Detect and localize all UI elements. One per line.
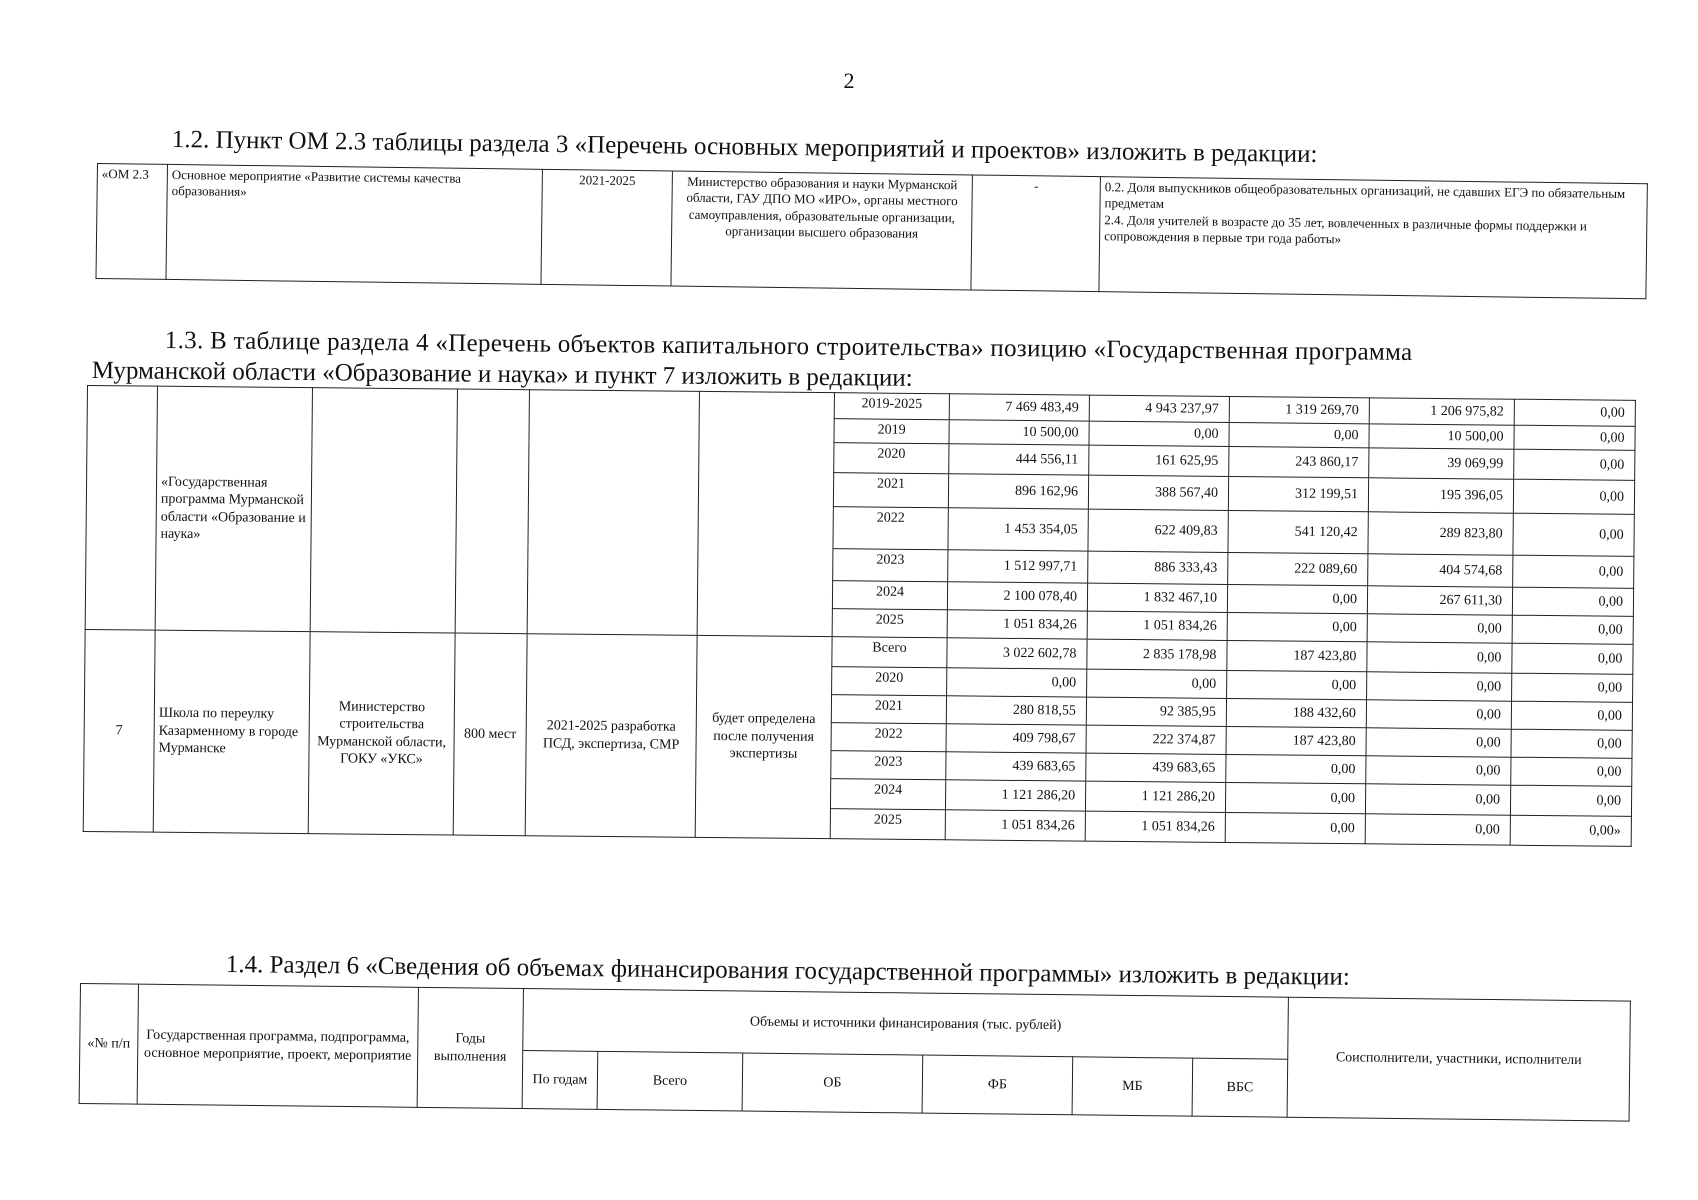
vbs-cell: 0,00 [1514, 399, 1635, 426]
ob-cell: 388 567,40 [1088, 475, 1228, 510]
vbs-cell: 0,00 [1514, 449, 1635, 480]
program-stages-cell [527, 390, 699, 636]
activity-years: 2021-2025 [541, 169, 672, 286]
fb-cell: 0,00 [1225, 782, 1365, 813]
vbs-cell: 0,00 [1511, 729, 1632, 758]
program-block [85, 386, 1635, 645]
fb-cell: 0,00 [1227, 612, 1367, 641]
total-cell: 444 556,11 [949, 444, 1089, 475]
total-cell: 1 453 354,05 [948, 508, 1088, 551]
total-cell: 2 100 078,40 [947, 582, 1087, 611]
header-fb: ФБ [922, 1055, 1073, 1115]
ob-cell: 1 051 834,26 [1085, 811, 1225, 842]
header-total: Всего [597, 1051, 743, 1111]
vbs-cell: 0,00» [1510, 815, 1631, 846]
mb-cell: 10 500,00 [1369, 424, 1514, 449]
header-coexecutors: Соисполнители, участники, исполнители [1287, 997, 1630, 1121]
fb-cell: 0,00 [1227, 670, 1367, 699]
total-cell: 409 798,67 [946, 724, 1086, 753]
item7-capacity: 800 мест [453, 633, 527, 836]
vbs-cell: 0,00 [1510, 785, 1631, 816]
ob-cell: 0,00 [1087, 669, 1227, 698]
vbs-cell: 0,00 [1512, 643, 1633, 674]
item7-block [83, 629, 1633, 846]
total-cell: 1 121 286,20 [945, 780, 1085, 811]
vbs-cell: 0,00 [1512, 615, 1633, 644]
ob-cell: 1 051 834,26 [1087, 611, 1227, 640]
total-cell: 1 051 834,26 [947, 610, 1087, 639]
fb-cell: 188 432,60 [1226, 698, 1366, 727]
fb-cell: 1 319 269,70 [1229, 396, 1369, 423]
year-cell: 2021 [833, 473, 948, 508]
ob-cell: 161 625,95 [1089, 445, 1229, 476]
header-mb: МБ [1072, 1057, 1193, 1116]
year-cell: 2021 [831, 695, 946, 724]
item7-stages: 2021-2025 разработка ПСД, экспертиза, СМР [525, 634, 697, 838]
vbs-cell: 0,00 [1513, 479, 1634, 514]
total-cell: 10 500,00 [949, 420, 1089, 445]
year-cell: 2022 [831, 723, 946, 752]
fb-cell: 222 089,60 [1228, 552, 1368, 585]
mb-cell: 0,00 [1367, 614, 1512, 643]
item7-customer: Министерство строительства Мурманской области, ГОКУ «УКС» [308, 632, 455, 835]
year-cell: 2020 [834, 443, 949, 474]
fb-cell: 0,00 [1229, 422, 1369, 447]
mb-cell: 39 069,99 [1369, 448, 1514, 479]
mb-cell: 267 611,30 [1367, 586, 1512, 615]
ob-cell: 222 374,87 [1086, 725, 1226, 754]
fb-cell: 0,00 [1226, 754, 1366, 783]
vbs-cell: 0,00 [1514, 425, 1635, 450]
page-number: 2 [843, 68, 855, 93]
year-cell: 2023 [833, 549, 948, 582]
ob-cell: 622 409,83 [1088, 509, 1228, 552]
financing-header-row [80, 984, 1631, 1064]
year-cell: 2019-2025 [834, 393, 949, 420]
ob-cell: 0,00 [1089, 421, 1229, 446]
activity-name: Основное мероприятие «Развитие системы качества образования» [166, 164, 542, 284]
vbs-cell: 0,00 [1511, 701, 1632, 730]
fb-cell: 312 199,51 [1228, 476, 1368, 511]
table-row [96, 164, 1647, 299]
mb-cell: 0,00 [1365, 814, 1510, 845]
mb-cell: 0,00 [1366, 756, 1511, 785]
fb-cell: 0,00 [1225, 812, 1365, 843]
year-cell: 2022 [833, 507, 948, 550]
activity-code: «ОМ 2.3 [96, 164, 167, 280]
program-name: «Государственная программа Мурманской области «Образование и наука» [155, 386, 312, 631]
year-cell: 2024 [832, 581, 947, 610]
item7-num: 7 [83, 629, 155, 832]
header-by-years: По годам [522, 1051, 598, 1110]
total-cell: 439 683,65 [946, 752, 1086, 781]
ob-cell: 1 121 286,20 [1085, 781, 1225, 812]
program-cost-cell [697, 391, 834, 636]
ob-cell: 439 683,65 [1086, 753, 1226, 782]
program-capacity-cell [455, 389, 529, 634]
financing-table [79, 983, 1631, 1122]
year-cell: 2025 [830, 809, 945, 840]
year-cell: 2020 [832, 667, 947, 696]
activity-executors: Министерство образования и науки Мурманской области, ГАУ ДПО МО «ИРО», органы местного самоуправления, образовательные организации, организации высшего образования [671, 171, 972, 290]
header-vbs: ВБС [1192, 1058, 1288, 1117]
mb-cell: 404 574,68 [1368, 554, 1513, 587]
fb-cell: 541 120,42 [1228, 510, 1368, 553]
ob-cell: 4 943 237,97 [1089, 395, 1229, 422]
activity-indicators: 0.2. Доля выпускников общеобразовательных организаций, не сдавших ЕГЭ по обязательным предметам 2.4. Доля учителей в возрасте до 35 лет, вовлеченных в различные формы поддержки и сопровождения в первые три года работы» [1099, 177, 1647, 299]
section-1-3-heading-line2: Мурманской области «Образование и наука» и пункт 7 изложить в редакции: [91, 357, 913, 392]
year-cell: 2025 [832, 609, 947, 638]
ob-cell: 2 835 178,98 [1087, 639, 1227, 670]
ob-cell: 886 333,43 [1088, 551, 1228, 584]
total-cell: 1 051 834,26 [945, 810, 1085, 841]
year-cell: 2024 [830, 779, 945, 810]
mb-cell: 0,00 [1367, 642, 1512, 673]
total-cell: 896 162,96 [948, 474, 1088, 509]
total-cell: 280 818,55 [946, 696, 1086, 725]
vbs-cell: 0,00 [1513, 513, 1634, 556]
main-activities-table [95, 163, 1647, 299]
year-cell: 2023 [831, 751, 946, 780]
activity-dash: - [971, 175, 1100, 292]
item7-cost: будет определена после получения экспертизы [695, 635, 832, 838]
vbs-cell: 0,00 [1511, 757, 1632, 786]
total-cell: 3 022 602,78 [947, 638, 1087, 669]
section-1-3-heading-line1: 1.3. В таблице раздела 4 «Перечень объектов капитального строительства» позицию «Государственная программа [164, 327, 1413, 366]
item7-name: Школа по переулку Казарменному в городе Мурманске [153, 630, 310, 833]
mb-cell: 0,00 [1367, 672, 1512, 701]
vbs-cell: 0,00 [1512, 673, 1633, 702]
section-1-2-heading: 1.2. Пункт ОМ 2.3 таблицы раздела 3 «Перечень основных мероприятий и проектов» изложить в редакции: [171, 126, 1318, 168]
header-program: Государственная программа, подпрограмма, основное мероприятие, проект, мероприятие [137, 984, 418, 1107]
year-cell: Всего [832, 637, 947, 668]
fb-cell: 0,00 [1227, 584, 1367, 613]
header-financing: Объемы и источники финансирования (тыс. рублей) [523, 989, 1289, 1060]
mb-cell: 0,00 [1365, 784, 1510, 815]
header-ob: ОБ [742, 1053, 923, 1113]
ob-cell: 1 832 467,10 [1087, 583, 1227, 612]
mb-cell: 1 206 975,82 [1369, 398, 1514, 425]
fb-cell: 243 860,17 [1229, 446, 1369, 477]
vbs-cell: 0,00 [1512, 587, 1633, 616]
total-cell: 1 512 997,71 [948, 550, 1088, 583]
mb-cell: 0,00 [1366, 728, 1511, 757]
program-num-cell [85, 386, 157, 631]
capital-construction-table [83, 385, 1636, 847]
vbs-cell: 0,00 [1513, 555, 1634, 588]
mb-cell: 0,00 [1366, 700, 1511, 729]
total-cell: 7 469 483,49 [949, 394, 1089, 421]
mb-cell: 289 823,80 [1368, 512, 1513, 555]
fb-cell: 187 423,80 [1226, 726, 1366, 755]
fb-cell: 187 423,80 [1227, 640, 1367, 671]
ob-cell: 92 385,95 [1086, 697, 1226, 726]
total-cell: 0,00 [947, 668, 1087, 697]
year-cell: 2019 [834, 419, 949, 444]
program-customer-cell [310, 388, 457, 633]
header-years: Годы выполнения [417, 987, 523, 1108]
mb-cell: 195 396,05 [1368, 478, 1513, 513]
header-num: «№ п/п [79, 984, 138, 1105]
section-1-4-heading: 1.4. Раздел 6 «Сведения об объемах финансирования государственной программы» изложить в редакции: [225, 951, 1350, 991]
